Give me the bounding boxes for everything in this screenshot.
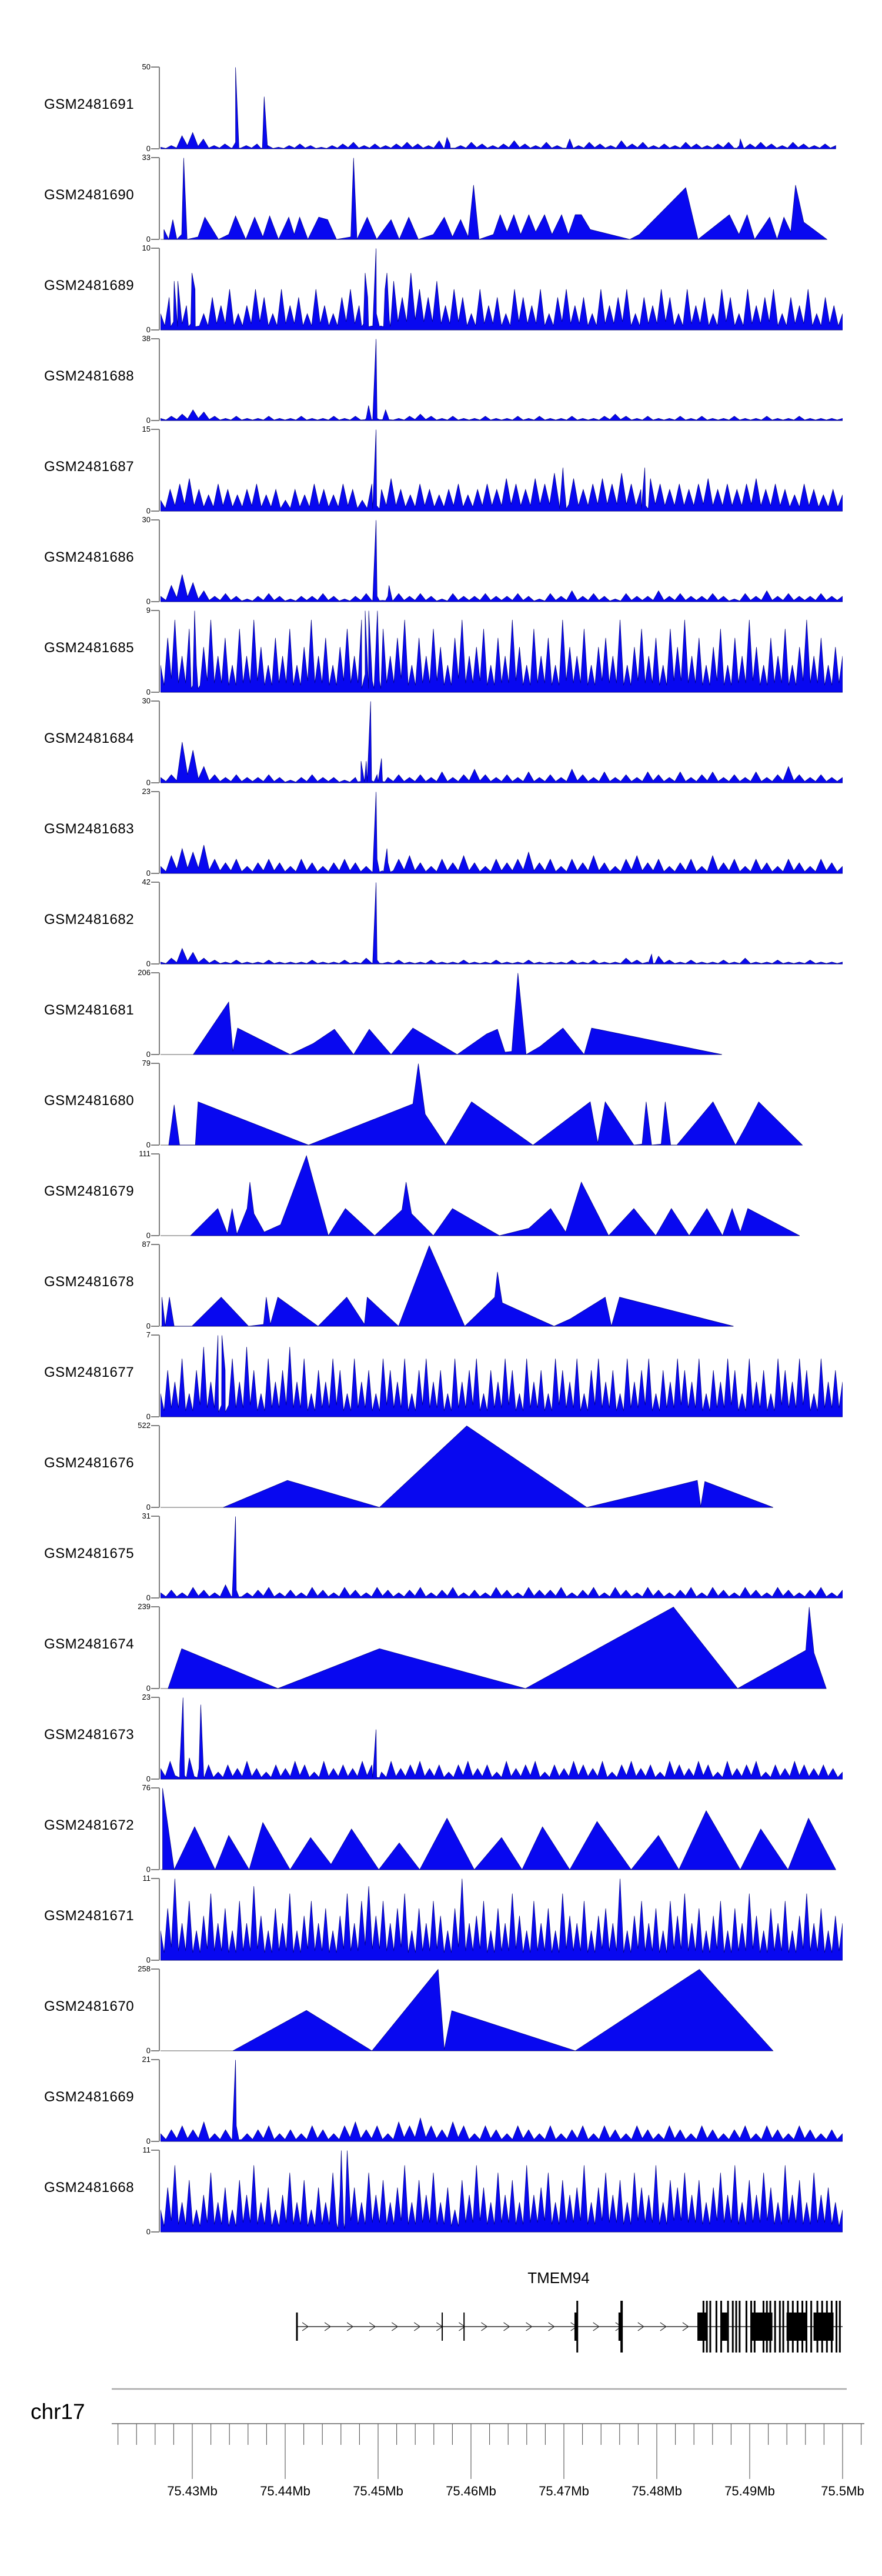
exon-tall bbox=[836, 2301, 837, 2353]
exon-block bbox=[697, 2313, 707, 2341]
coverage-signal bbox=[161, 430, 843, 512]
yaxis-line bbox=[159, 67, 160, 149]
yaxis-line bbox=[159, 2060, 160, 2141]
coverage-signal bbox=[161, 249, 843, 331]
yaxis-zero-tick bbox=[151, 782, 159, 783]
coverage-signal bbox=[161, 2151, 843, 2233]
coverage-signal bbox=[161, 883, 843, 965]
exon-block bbox=[574, 2313, 577, 2341]
yaxis-top-tick bbox=[151, 882, 159, 883]
signal-plot bbox=[161, 882, 843, 965]
signal-plot bbox=[161, 2060, 843, 2143]
yaxis-max-label: 10 bbox=[142, 243, 151, 252]
signal-plot bbox=[161, 339, 843, 422]
axis-tick-label: 75.47Mb bbox=[539, 2484, 589, 2498]
exon-tall bbox=[750, 2301, 752, 2353]
exon-tall bbox=[709, 2301, 711, 2353]
coverage-signal bbox=[161, 702, 843, 783]
yaxis-zero-label: 0 bbox=[146, 1503, 151, 1511]
axis-tick-label: 75.46Mb bbox=[446, 2484, 496, 2498]
yaxis-zero-label: 0 bbox=[146, 1865, 151, 1874]
yaxis-zero-tick bbox=[151, 1235, 159, 1236]
yaxis-max-label: 522 bbox=[138, 1421, 151, 1430]
yaxis-max-label: 31 bbox=[142, 1511, 151, 1520]
track-label: GSM2481675 bbox=[44, 1546, 135, 1561]
yaxis-zero-tick bbox=[151, 329, 159, 331]
yaxis-zero-label: 0 bbox=[146, 144, 151, 153]
yaxis-max-label: 15 bbox=[142, 425, 151, 433]
signal-plot bbox=[161, 429, 843, 512]
signal-plot bbox=[161, 1788, 843, 1871]
yaxis-line bbox=[159, 248, 160, 330]
yaxis-zero-tick bbox=[151, 873, 159, 874]
signal-plot bbox=[161, 2150, 843, 2233]
coverage-signal bbox=[168, 1607, 826, 1689]
coverage-signal bbox=[162, 1246, 733, 1326]
yaxis-top-tick bbox=[151, 1968, 159, 1970]
yaxis-zero-tick bbox=[151, 1597, 159, 1599]
coverage-signal bbox=[191, 1156, 800, 1236]
exon-tall bbox=[727, 2301, 729, 2353]
exon-block bbox=[296, 2313, 298, 2341]
track-label: GSM2481687 bbox=[44, 459, 135, 475]
yaxis-max-label: 33 bbox=[142, 153, 151, 162]
exon-block bbox=[442, 2313, 443, 2341]
signal-plot bbox=[161, 67, 843, 150]
yaxis-top-tick bbox=[151, 1153, 159, 1154]
yaxis-max-label: 76 bbox=[142, 1783, 151, 1792]
exon-tall bbox=[779, 2301, 781, 2353]
exon-tall bbox=[739, 2301, 740, 2353]
yaxis-zero-label: 0 bbox=[146, 1322, 151, 1330]
track-label: GSM2481690 bbox=[44, 187, 135, 203]
gene-name-label: TMEM94 bbox=[527, 2269, 590, 2287]
coordinate-ruler bbox=[0, 2376, 882, 2517]
yaxis-max-label: 30 bbox=[142, 515, 151, 524]
track-label: GSM2481679 bbox=[44, 1183, 135, 1199]
coverage-signal bbox=[161, 1517, 843, 1599]
signal-plot bbox=[161, 158, 843, 241]
axis-tick-label: 75.45Mb bbox=[353, 2484, 403, 2498]
signal-plot bbox=[161, 1335, 843, 1418]
yaxis-top-tick bbox=[151, 1516, 159, 1517]
yaxis-zero-tick bbox=[151, 1054, 159, 1055]
yaxis-zero-label: 0 bbox=[146, 959, 151, 968]
exon-tall bbox=[839, 2301, 841, 2353]
yaxis-top-tick bbox=[151, 519, 159, 520]
signal-plot bbox=[161, 1969, 843, 2052]
yaxis-zero-tick bbox=[151, 1869, 159, 1870]
yaxis-zero-tick bbox=[151, 420, 159, 421]
coverage-signal bbox=[161, 520, 843, 602]
coverage-signal bbox=[161, 339, 843, 421]
yaxis-max-label: 239 bbox=[138, 1602, 151, 1611]
track-label: GSM2481671 bbox=[44, 1908, 135, 1924]
gene-model-track bbox=[0, 2282, 882, 2358]
coverage-signal bbox=[223, 1426, 773, 1508]
yaxis-top-tick bbox=[151, 248, 159, 249]
signal-plot bbox=[161, 973, 843, 1056]
coverage-signal bbox=[164, 158, 827, 240]
exon-block bbox=[814, 2313, 834, 2341]
yaxis-top-tick bbox=[151, 700, 159, 702]
axis-tick-label: 75.43Mb bbox=[167, 2484, 218, 2498]
yaxis-zero-label: 0 bbox=[146, 869, 151, 877]
yaxis-top-tick bbox=[151, 1334, 159, 1336]
yaxis-line bbox=[159, 2150, 160, 2232]
exon-tall bbox=[746, 2301, 747, 2353]
track-label: GSM2481677 bbox=[44, 1364, 135, 1380]
yaxis-zero-label: 0 bbox=[146, 597, 151, 606]
exon-tall bbox=[783, 2301, 784, 2353]
signal-plot bbox=[161, 248, 843, 331]
signal-plot bbox=[161, 1607, 843, 1690]
yaxis-top-tick bbox=[151, 1063, 159, 1064]
exon-block bbox=[619, 2313, 622, 2341]
yaxis-max-label: 206 bbox=[138, 968, 151, 977]
yaxis-line bbox=[159, 1335, 160, 1417]
yaxis-zero-label: 0 bbox=[146, 325, 151, 334]
yaxis-line bbox=[159, 1788, 160, 1870]
yaxis-max-label: 42 bbox=[142, 877, 151, 886]
exon-tall bbox=[716, 2301, 717, 2353]
coverage-signal bbox=[161, 792, 843, 874]
yaxis-line bbox=[159, 429, 160, 511]
yaxis-zero-tick bbox=[151, 1507, 159, 1508]
coverage-signal bbox=[161, 611, 843, 693]
exon-block bbox=[463, 2313, 465, 2341]
coverage-signal bbox=[161, 1698, 843, 1780]
exon-tall bbox=[774, 2301, 776, 2353]
yaxis-max-label: 9 bbox=[146, 606, 151, 615]
yaxis-max-label: 21 bbox=[142, 2055, 151, 2064]
signal-plot bbox=[161, 1154, 843, 1237]
signal-plot bbox=[161, 1516, 843, 1599]
yaxis-line bbox=[159, 792, 160, 873]
yaxis-zero-tick bbox=[151, 1326, 159, 1327]
coverage-signal bbox=[193, 973, 722, 1055]
yaxis-line bbox=[159, 882, 160, 964]
signal-plot bbox=[161, 1878, 843, 1961]
yaxis-zero-label: 0 bbox=[146, 1140, 151, 1149]
axis-tick-label: 75.49Mb bbox=[724, 2484, 775, 2498]
yaxis-line bbox=[159, 1426, 160, 1507]
coverage-signal bbox=[161, 68, 836, 149]
yaxis-zero-tick bbox=[151, 2231, 159, 2233]
yaxis-top-tick bbox=[151, 791, 159, 792]
axis-tick-label: 75.44Mb bbox=[260, 2484, 310, 2498]
exon-block bbox=[787, 2313, 806, 2341]
yaxis-zero-tick bbox=[151, 2141, 159, 2142]
track-label: GSM2481688 bbox=[44, 368, 135, 384]
yaxis-line bbox=[159, 973, 160, 1055]
exon-block bbox=[752, 2313, 773, 2341]
track-label: GSM2481672 bbox=[44, 1817, 135, 1833]
exon-tall bbox=[720, 2301, 722, 2353]
track-label: GSM2481683 bbox=[44, 821, 135, 837]
yaxis-line bbox=[159, 158, 160, 239]
yaxis-top-tick bbox=[151, 1244, 159, 1245]
exon-tall bbox=[810, 2301, 812, 2353]
yaxis-line bbox=[159, 339, 160, 421]
yaxis-top-tick bbox=[151, 2150, 159, 2151]
coverage-signal bbox=[161, 2060, 843, 2142]
yaxis-max-label: 258 bbox=[138, 1964, 151, 1973]
coverage-signal bbox=[163, 1788, 836, 1870]
signal-plot bbox=[161, 1426, 843, 1509]
yaxis-zero-tick bbox=[151, 692, 159, 693]
yaxis-top-tick bbox=[151, 1878, 159, 1879]
chromosome-label: chr17 bbox=[31, 2400, 85, 2424]
yaxis-line bbox=[159, 1697, 160, 1779]
yaxis-top-tick bbox=[151, 338, 159, 339]
yaxis-line bbox=[159, 1878, 160, 1960]
track-label: GSM2481678 bbox=[44, 1274, 135, 1290]
yaxis-top-tick bbox=[151, 66, 159, 68]
yaxis-max-label: 23 bbox=[142, 787, 151, 796]
signal-plot bbox=[161, 1244, 843, 1327]
yaxis-max-label: 50 bbox=[142, 62, 151, 71]
yaxis-line bbox=[159, 1607, 160, 1689]
yaxis-zero-label: 0 bbox=[146, 2137, 151, 2145]
yaxis-zero-tick bbox=[151, 1960, 159, 1961]
coverage-signal bbox=[161, 1336, 843, 1417]
yaxis-zero-tick bbox=[151, 1778, 159, 1780]
yaxis-max-label: 30 bbox=[142, 696, 151, 705]
yaxis-zero-label: 0 bbox=[146, 778, 151, 787]
yaxis-zero-label: 0 bbox=[146, 1684, 151, 1693]
yaxis-top-tick bbox=[151, 610, 159, 611]
yaxis-top-tick bbox=[151, 1697, 159, 1698]
yaxis-zero-tick bbox=[151, 1688, 159, 1689]
track-label: GSM2481669 bbox=[44, 2089, 135, 2105]
track-label: GSM2481682 bbox=[44, 912, 135, 927]
yaxis-max-label: 38 bbox=[142, 334, 151, 343]
exon-tall bbox=[736, 2301, 737, 2353]
yaxis-line bbox=[159, 520, 160, 602]
yaxis-line bbox=[159, 1063, 160, 1145]
yaxis-zero-tick bbox=[151, 2050, 159, 2051]
yaxis-top-tick bbox=[151, 429, 159, 430]
yaxis-zero-tick bbox=[151, 601, 159, 602]
yaxis-zero-label: 0 bbox=[146, 235, 151, 243]
yaxis-line bbox=[159, 610, 160, 692]
yaxis-zero-label: 0 bbox=[146, 1231, 151, 1240]
track-label: GSM2481673 bbox=[44, 1727, 135, 1743]
yaxis-max-label: 87 bbox=[142, 1240, 151, 1249]
track-label: GSM2481676 bbox=[44, 1455, 135, 1471]
yaxis-zero-label: 0 bbox=[146, 506, 151, 515]
yaxis-zero-label: 0 bbox=[146, 2227, 151, 2236]
coverage-signal bbox=[233, 1970, 773, 2051]
yaxis-top-tick bbox=[151, 1425, 159, 1426]
axis-tick-label: 75.48Mb bbox=[632, 2484, 682, 2498]
yaxis-max-label: 23 bbox=[142, 1693, 151, 1701]
coverage-signal bbox=[169, 1064, 803, 1146]
track-label: GSM2481668 bbox=[44, 2180, 135, 2195]
yaxis-zero-tick bbox=[151, 1144, 159, 1146]
yaxis-top-tick bbox=[151, 2059, 159, 2060]
track-label: GSM2481689 bbox=[44, 278, 135, 293]
yaxis-line bbox=[159, 1516, 160, 1598]
coverage-signal bbox=[161, 1879, 843, 1961]
exon-block bbox=[722, 2313, 727, 2341]
track-label: GSM2481670 bbox=[44, 1998, 135, 2014]
yaxis-top-tick bbox=[151, 972, 159, 973]
yaxis-zero-label: 0 bbox=[146, 1412, 151, 1421]
yaxis-max-label: 79 bbox=[142, 1059, 151, 1067]
yaxis-max-label: 11 bbox=[142, 2145, 151, 2154]
yaxis-zero-tick bbox=[151, 239, 159, 240]
yaxis-line bbox=[159, 701, 160, 783]
yaxis-zero-tick bbox=[151, 148, 159, 149]
track-label: GSM2481674 bbox=[44, 1636, 135, 1652]
track-label: GSM2481691 bbox=[44, 96, 135, 112]
yaxis-line bbox=[159, 1969, 160, 2051]
signal-plot bbox=[161, 1063, 843, 1146]
track-label: GSM2481686 bbox=[44, 549, 135, 565]
signal-plot bbox=[161, 610, 843, 693]
yaxis-zero-label: 0 bbox=[146, 1956, 151, 1964]
yaxis-zero-label: 0 bbox=[146, 1593, 151, 1602]
axis-tick-label: 75.5Mb bbox=[821, 2484, 864, 2498]
yaxis-zero-label: 0 bbox=[146, 1050, 151, 1059]
exon-tall bbox=[732, 2301, 734, 2353]
track-label: GSM2481680 bbox=[44, 1093, 135, 1109]
yaxis-zero-tick bbox=[151, 1416, 159, 1417]
track-label: GSM2481681 bbox=[44, 1002, 135, 1018]
signal-plot bbox=[161, 701, 843, 784]
yaxis-max-label: 111 bbox=[139, 1149, 151, 1158]
yaxis-max-label: 11 bbox=[142, 1874, 151, 1883]
signal-plot bbox=[161, 792, 843, 875]
yaxis-zero-tick bbox=[151, 510, 159, 512]
track-label: GSM2481684 bbox=[44, 730, 135, 746]
yaxis-top-tick bbox=[151, 157, 159, 158]
yaxis-top-tick bbox=[151, 1606, 159, 1607]
track-label: GSM2481685 bbox=[44, 640, 135, 656]
signal-plot bbox=[161, 1697, 843, 1780]
yaxis-line bbox=[159, 1154, 160, 1236]
yaxis-max-label: 7 bbox=[146, 1330, 151, 1339]
yaxis-zero-label: 0 bbox=[146, 1774, 151, 1783]
yaxis-zero-label: 0 bbox=[146, 416, 151, 425]
yaxis-zero-label: 0 bbox=[146, 688, 151, 696]
yaxis-top-tick bbox=[151, 1787, 159, 1788]
signal-plot bbox=[161, 520, 843, 603]
yaxis-line bbox=[159, 1244, 160, 1326]
yaxis-zero-tick bbox=[151, 963, 159, 965]
yaxis-zero-label: 0 bbox=[146, 2046, 151, 2055]
